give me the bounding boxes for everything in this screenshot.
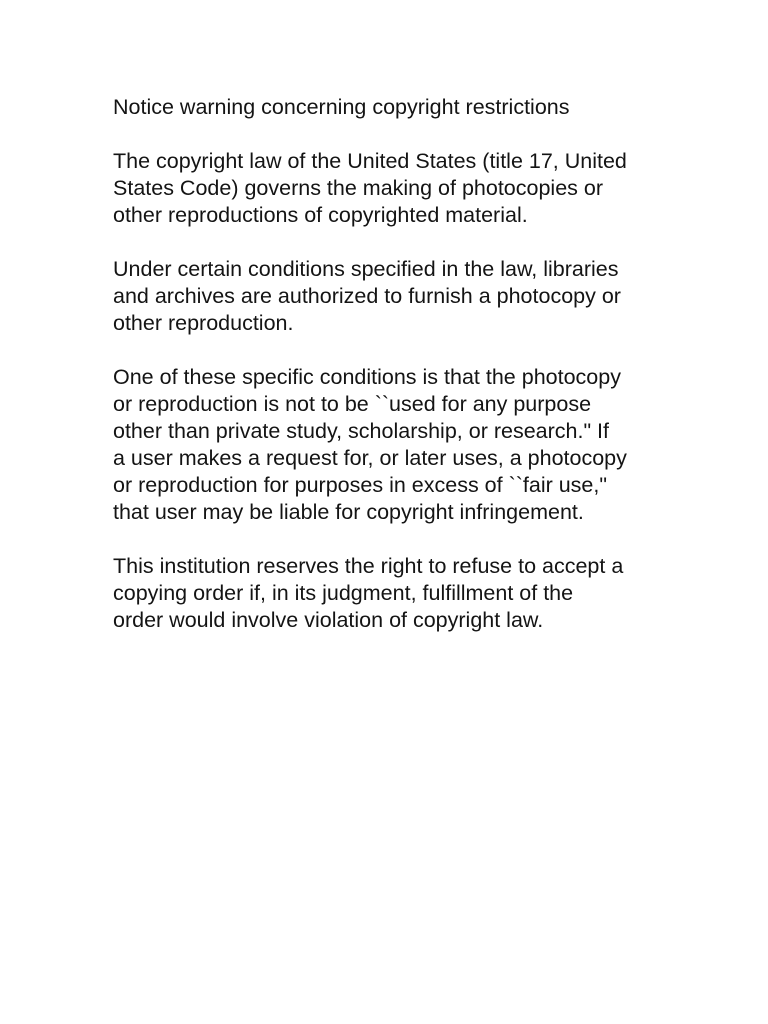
paragraph-fair-use	[113, 364, 693, 526]
paragraph-institution-rights	[113, 553, 693, 634]
paragraph-line: or reproduction for purposes in excess of ``fair use,"	[113, 473, 607, 497]
paragraph-line: order would involve violation of copyright law.	[113, 608, 544, 632]
paragraph-line: other reproduction.	[113, 311, 294, 335]
paragraph-line: and archives are authorized to furnish a photocopy or	[113, 284, 621, 308]
notice-title: Notice warning concerning copyright restrictions	[113, 95, 570, 119]
paragraph-copyright-law	[113, 148, 693, 229]
paragraph-line: The copyright law of the United States (title 17, United	[113, 149, 627, 173]
paragraph-line: a user makes a request for, or later uses, a photocopy	[113, 446, 627, 470]
paragraph-line: other than private study, scholarship, or research." If	[113, 419, 610, 443]
paragraph-line: copying order if, in its judgment, fulfillment of the	[113, 581, 574, 605]
paragraph-line: States Code) governs the making of photocopies or	[113, 176, 604, 200]
paragraph-conditions	[113, 256, 693, 337]
paragraph-line: This institution reserves the right to refuse to accept a	[113, 554, 624, 578]
copyright-notice	[113, 94, 693, 634]
paragraph-line: or reproduction is not to be ``used for any purpose	[113, 392, 592, 416]
paragraph-line: that user may be liable for copyright infringement.	[113, 500, 584, 524]
paragraph-line: other reproductions of copyrighted material.	[113, 203, 528, 227]
paragraph-line: One of these specific conditions is that the photocopy	[113, 365, 621, 389]
paragraph-line: Under certain conditions specified in the law, libraries	[113, 257, 619, 281]
